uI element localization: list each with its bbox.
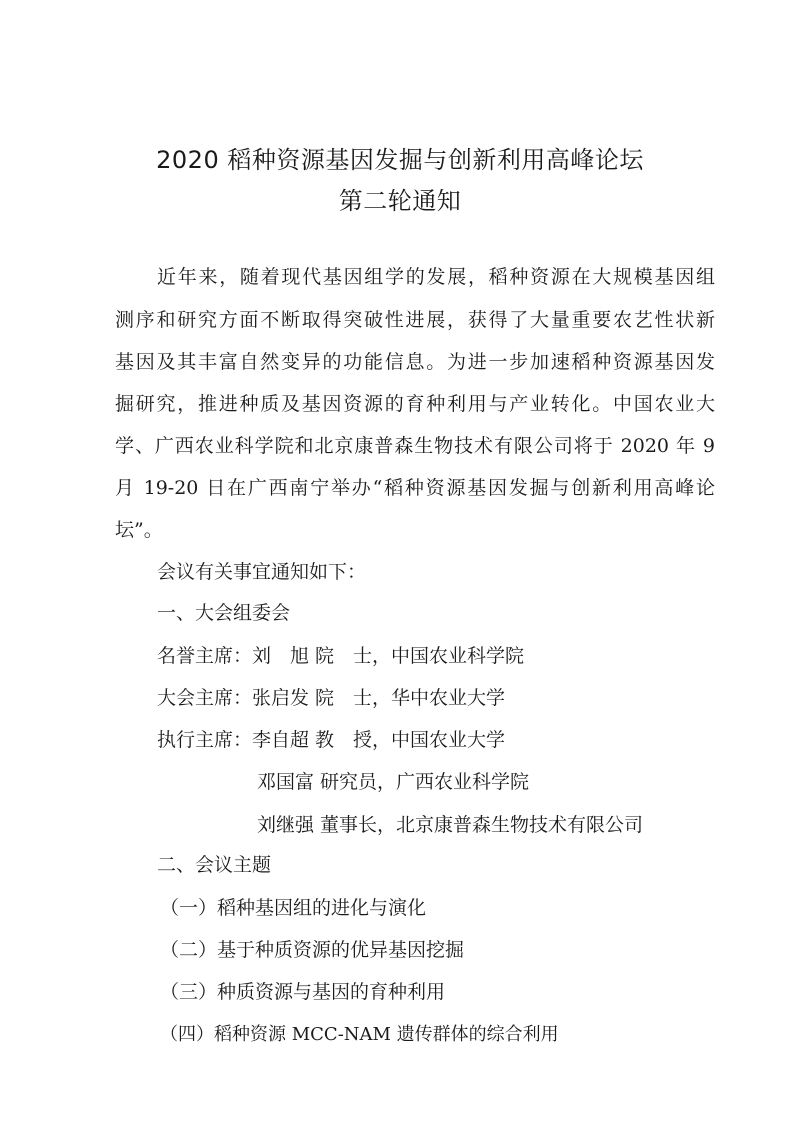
intro-line-1: 近年来，随着现代基因组学的发展，稻种资源在大规模基因组 xyxy=(157,266,715,288)
topic-item: （二）基于种质资源的优异基因挖掘 xyxy=(160,939,465,961)
committee-row: 执行主席：李自超 教 授，中国农业大学 xyxy=(157,729,506,751)
committee-row: 邓国富 研究员，广西农业科学院 xyxy=(257,771,530,793)
intro-line-4: 掘研究，推进种质及基因资源的育种利用与产业转化。中国农业大 xyxy=(115,393,715,415)
document-title: 2020 稻种资源基因发掘与创新利用高峰论坛 xyxy=(156,146,644,174)
committee-row: 名誉主席：刘 旭 院 士，中国农业科学院 xyxy=(157,645,525,667)
intro-line-2: 测序和研究方面不断取得突破性进展，获得了大量重要农艺性状新 xyxy=(115,309,715,331)
committee-row: 刘继强 董事长，北京康普森生物技术有限公司 xyxy=(257,814,644,836)
intro-line-5: 学、广西农业科学院和北京康普森生物技术有限公司将于 2020 年 9 xyxy=(115,435,715,457)
topic-item: （一）稻种基因组的进化与演化 xyxy=(160,897,427,919)
section-heading-topics: 二、会议主题 xyxy=(157,854,272,876)
section-heading-committee: 一、大会组委会 xyxy=(157,602,291,624)
committee-row: 大会主席：张启发 院 士，华中农业大学 xyxy=(157,687,506,709)
topic-item: （三）种质资源与基因的育种利用 xyxy=(160,981,446,1003)
topic-item: （四）稻种资源 MCC-NAM 遗传群体的综合利用 xyxy=(160,1024,559,1045)
intro-line-3: 基因及其丰富自然变异的功能信息。为进一步加速稻种资源基因发 xyxy=(115,351,715,373)
notice-line: 会议有关事宜通知如下： xyxy=(157,561,367,583)
intro-line-7: 坛”。 xyxy=(115,519,163,541)
intro-line-6: 月 19-20 日在广西南宁举办“稻种资源基因发掘与创新利用高峰论 xyxy=(115,477,715,499)
document-subtitle: 第二轮通知 xyxy=(338,187,462,215)
